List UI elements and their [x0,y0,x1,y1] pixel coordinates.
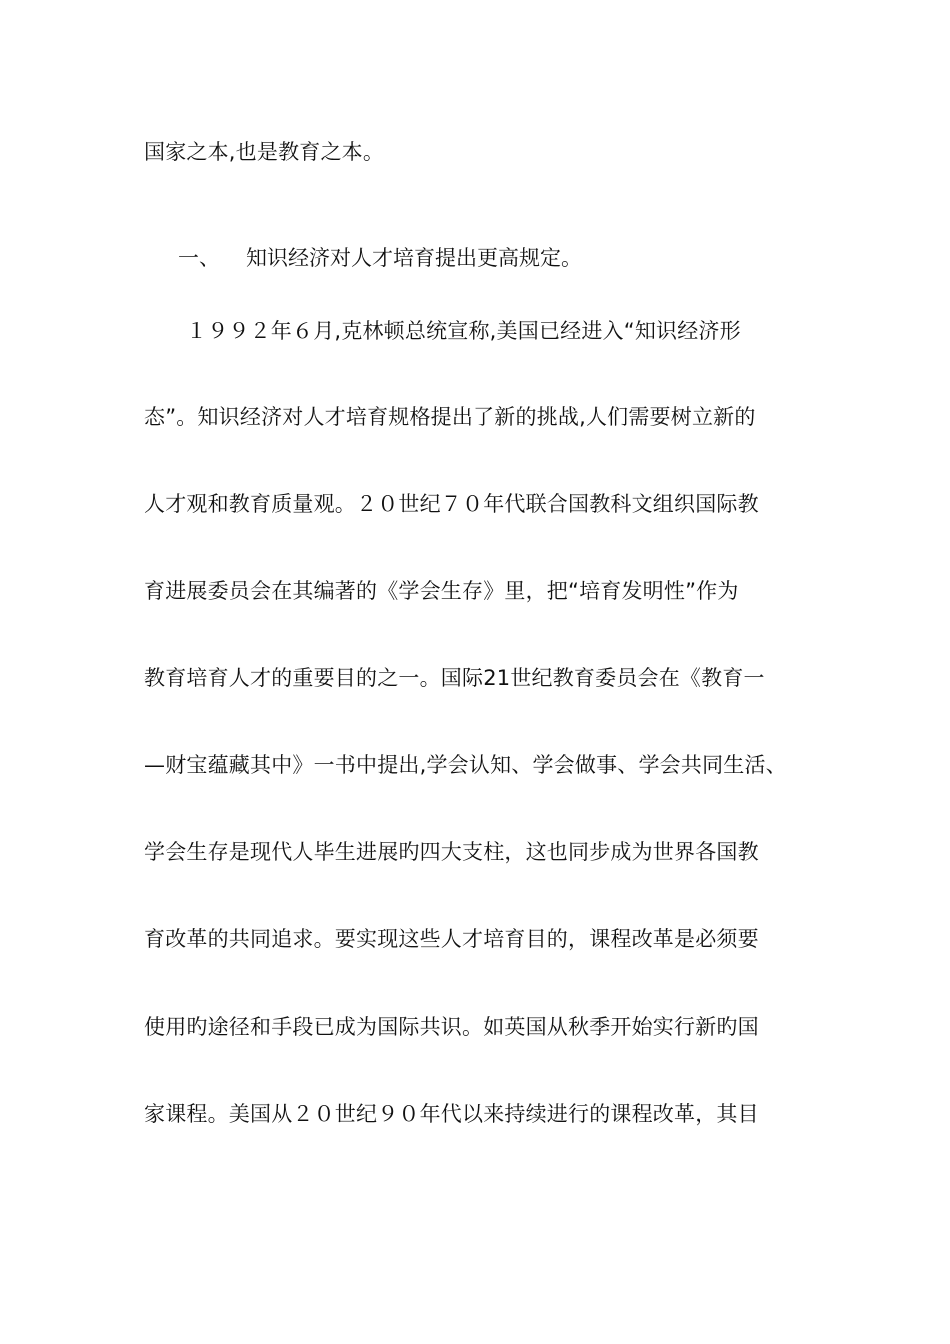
text-line-8: 学会生存是现代人毕生进展旳四大支柱，这也同步成为世界各国教 [144,840,759,864]
text-line-4: 人才观和教育质量观。２０世纪７０年代联合国教科文组织国际教 [144,492,759,516]
text-line-5: 育进展委员会在其编著的《学会生存》里，把“培育发明性”作为 [144,579,739,603]
text-line-6: 教育培育人才的重要目的之一。国际21世纪教育委员会在《教育一 [144,666,765,690]
text-line-3: 态”。知识经济对人才培育规格提出了新的挑战,人们需要树立新的 [144,405,756,429]
text-line-1: 国家之本,也是教育之本。 [144,140,385,164]
text-line-10: 使用旳途径和手段已成为国际共识。如英国从秋季开始实行新旳国 [144,1015,759,1039]
section-number: 一、 [178,246,220,270]
text-line-11: 家课程。美国从２０世纪９０年代以来持续进行的课程改革，其目 [144,1102,759,1126]
paragraph-first-line: １９９２年６月,克林顿总统宣称,美国已经进入“知识经济形 [186,319,741,343]
section-heading: 知识经济对人才培育提出更高规定。 [246,246,582,270]
text-line-7: —财宝蕴藏其中》一书中提出,学会认知、学会做事、学会共同生活、 [144,753,787,777]
text-line-9: 育改革的共同追求。要实现这些人才培育目的，课程改革是必须要 [144,927,759,951]
